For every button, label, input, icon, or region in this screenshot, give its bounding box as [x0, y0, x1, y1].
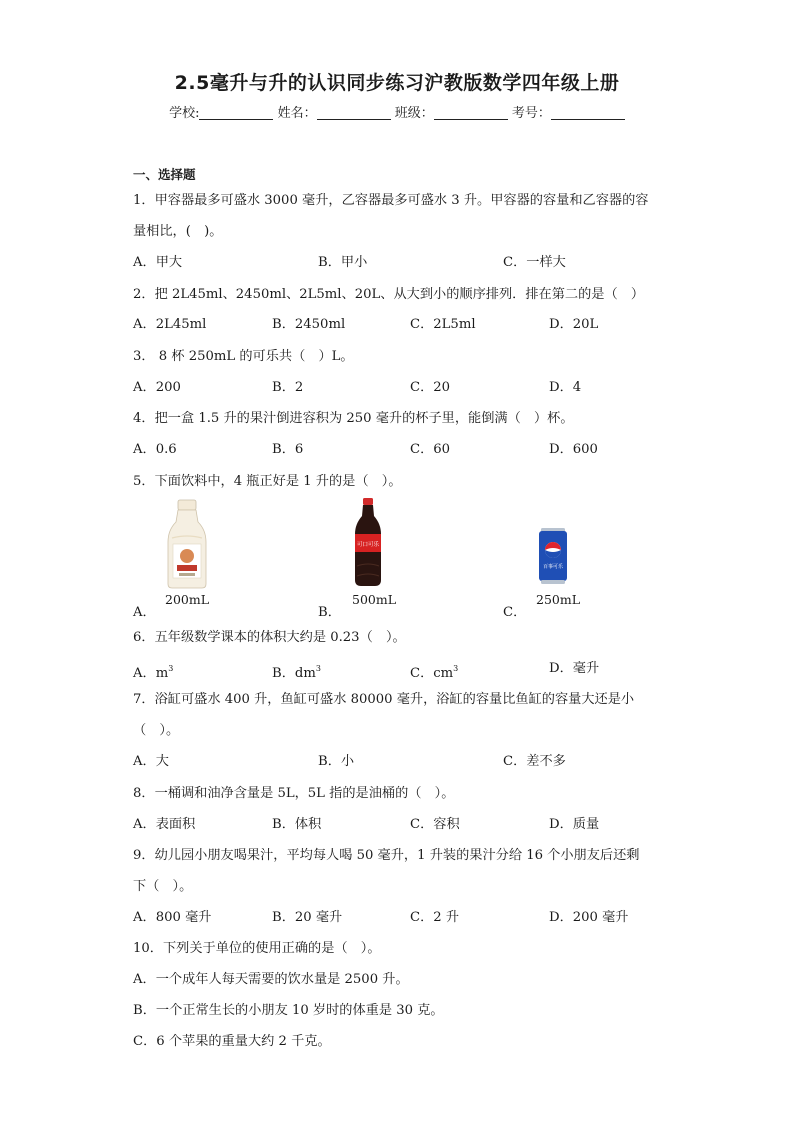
question-1-line2: 量相比，( )。	[133, 224, 223, 239]
q9-option-b[interactable]: B．20 毫升	[272, 910, 343, 925]
number-label: 考号：	[511, 106, 551, 121]
class-label: 班级：	[394, 106, 434, 121]
q6-option-a-sup: 3	[168, 664, 174, 673]
q5-caption-b: 500mL	[352, 592, 397, 607]
q6-option-d[interactable]: D．毫升	[549, 661, 600, 676]
q2-option-d[interactable]: D．20L	[549, 317, 599, 332]
q6-option-c-text: C．cm	[410, 666, 454, 681]
q9-option-d[interactable]: D．200 毫升	[549, 910, 629, 925]
q5-option-c[interactable]: C．	[503, 605, 527, 620]
q3-option-a[interactable]: A．200	[133, 380, 181, 395]
q7-option-c[interactable]: C．差不多	[503, 754, 566, 769]
number-blank[interactable]	[551, 105, 625, 120]
q4-option-c[interactable]: C．60	[410, 442, 451, 457]
cola-label: 可口可乐	[356, 542, 380, 548]
section-heading: 一、选择题	[133, 167, 196, 182]
q6-option-b[interactable]	[272, 660, 321, 683]
q5-option-a[interactable]: A．	[133, 605, 156, 620]
q2-option-c[interactable]: C．2L5ml	[410, 317, 476, 332]
q6-option-a[interactable]	[133, 660, 173, 683]
q8-option-d[interactable]: D．质量	[549, 817, 600, 832]
q10-option-b[interactable]: B．一个正常生长的小朋友 10 岁时的体重是 30 克。	[133, 1003, 444, 1018]
document-title: 2.5毫升与升的认识同步练习沪教版数学四年级上册	[174, 72, 620, 94]
q9-option-a[interactable]: A．800 毫升	[133, 910, 212, 925]
q2-option-b[interactable]: B．2450ml	[272, 317, 346, 332]
q10-option-a[interactable]: A．一个成年人每天需要的饮水量是 2500 升。	[133, 972, 409, 987]
school-label: 学校:	[169, 106, 200, 121]
cola-bottle-image	[353, 496, 383, 588]
q4-option-b[interactable]: B．6	[272, 442, 304, 457]
q4-option-a[interactable]: A．0.6	[133, 442, 177, 457]
q1-option-a[interactable]: A．甲大	[133, 255, 183, 270]
q5-caption-c: 250mL	[536, 592, 581, 607]
question-1-line1: 1．甲容器最多可盛水 3000 毫升，乙容器最多可盛水 3 升。甲容器的容量和乙容器的容	[133, 193, 649, 208]
question-9-line2: 下（ ）。	[133, 879, 193, 894]
q3-option-d[interactable]: D．4	[549, 380, 582, 395]
name-blank[interactable]	[317, 105, 391, 120]
q6-option-c[interactable]	[410, 660, 458, 683]
name-label: 姓名：	[277, 106, 317, 121]
pepsi-can-image	[538, 526, 568, 586]
question-7-line2: （ ）。	[133, 723, 180, 738]
question-5: 5．下面饮料中，4 瓶正好是 1 升的是（ ）。	[133, 474, 402, 489]
q5-option-b[interactable]: B．	[318, 605, 341, 620]
q6-option-b-sup: 3	[315, 664, 321, 673]
q8-option-c[interactable]: C．容积	[410, 817, 460, 832]
q3-option-b[interactable]: B．2	[272, 380, 304, 395]
question-7-line1: 7．浴缸可盛水 400 升，鱼缸可盛水 80000 毫升，浴缸的容量比鱼缸的容量大还是小	[133, 692, 635, 707]
q3-option-c[interactable]: C．20	[410, 380, 451, 395]
question-10: 10．下列关于单位的使用正确的是（ ）。	[133, 941, 381, 956]
student-info-line	[0, 102, 794, 121]
q7-option-a[interactable]: A．大	[133, 754, 169, 769]
q1-option-c[interactable]: C．一样大	[503, 255, 566, 270]
question-4: 4．把一盒 1.5 升的果汁倒进容积为 250 毫升的杯子里，能倒满（ ）杯。	[133, 411, 574, 426]
q8-option-a[interactable]: A．表面积	[133, 817, 196, 832]
q7-option-b[interactable]: B．小	[318, 754, 355, 769]
class-blank[interactable]	[434, 105, 508, 120]
q6-option-b-text: B．dm	[272, 666, 316, 681]
question-2: 2．把 2L45ml、2450ml、2L5ml、20L、从大到小的顺序排列．排在第二的是（ ）	[133, 287, 645, 302]
question-8: 8．一桶调和油净含量是 5L，5L 指的是油桶的（ ）。	[133, 786, 455, 801]
pepsi-label: 百事可乐	[542, 564, 564, 570]
q2-option-a[interactable]: A．2L45ml	[133, 317, 207, 332]
q10-option-c[interactable]: C．6 个苹果的重量大约 2 千克。	[133, 1034, 331, 1049]
q1-option-b[interactable]: B．甲小	[318, 255, 368, 270]
question-3: 3． 8 杯 250mL 的可乐共（ ）L。	[133, 349, 354, 364]
q8-option-b[interactable]: B．体积	[272, 817, 322, 832]
school-blank[interactable]	[199, 105, 273, 120]
q4-option-d[interactable]: D．600	[549, 442, 598, 457]
q9-option-c[interactable]: C．2 升	[410, 910, 460, 925]
q6-option-c-sup: 3	[453, 664, 459, 673]
question-9-line1: 9．幼儿园小朋友喝果汁，平均每人喝 50 毫升，1 升装的果汁分给 16 个小朋友后还剩	[133, 848, 640, 863]
q6-option-a-text: A．m	[133, 666, 169, 681]
question-6: 6．五年级数学课本的体积大约是 0.23（ ）。	[133, 630, 406, 645]
q5-caption-a: 200mL	[165, 592, 210, 607]
milk-bottle-image	[164, 498, 210, 590]
